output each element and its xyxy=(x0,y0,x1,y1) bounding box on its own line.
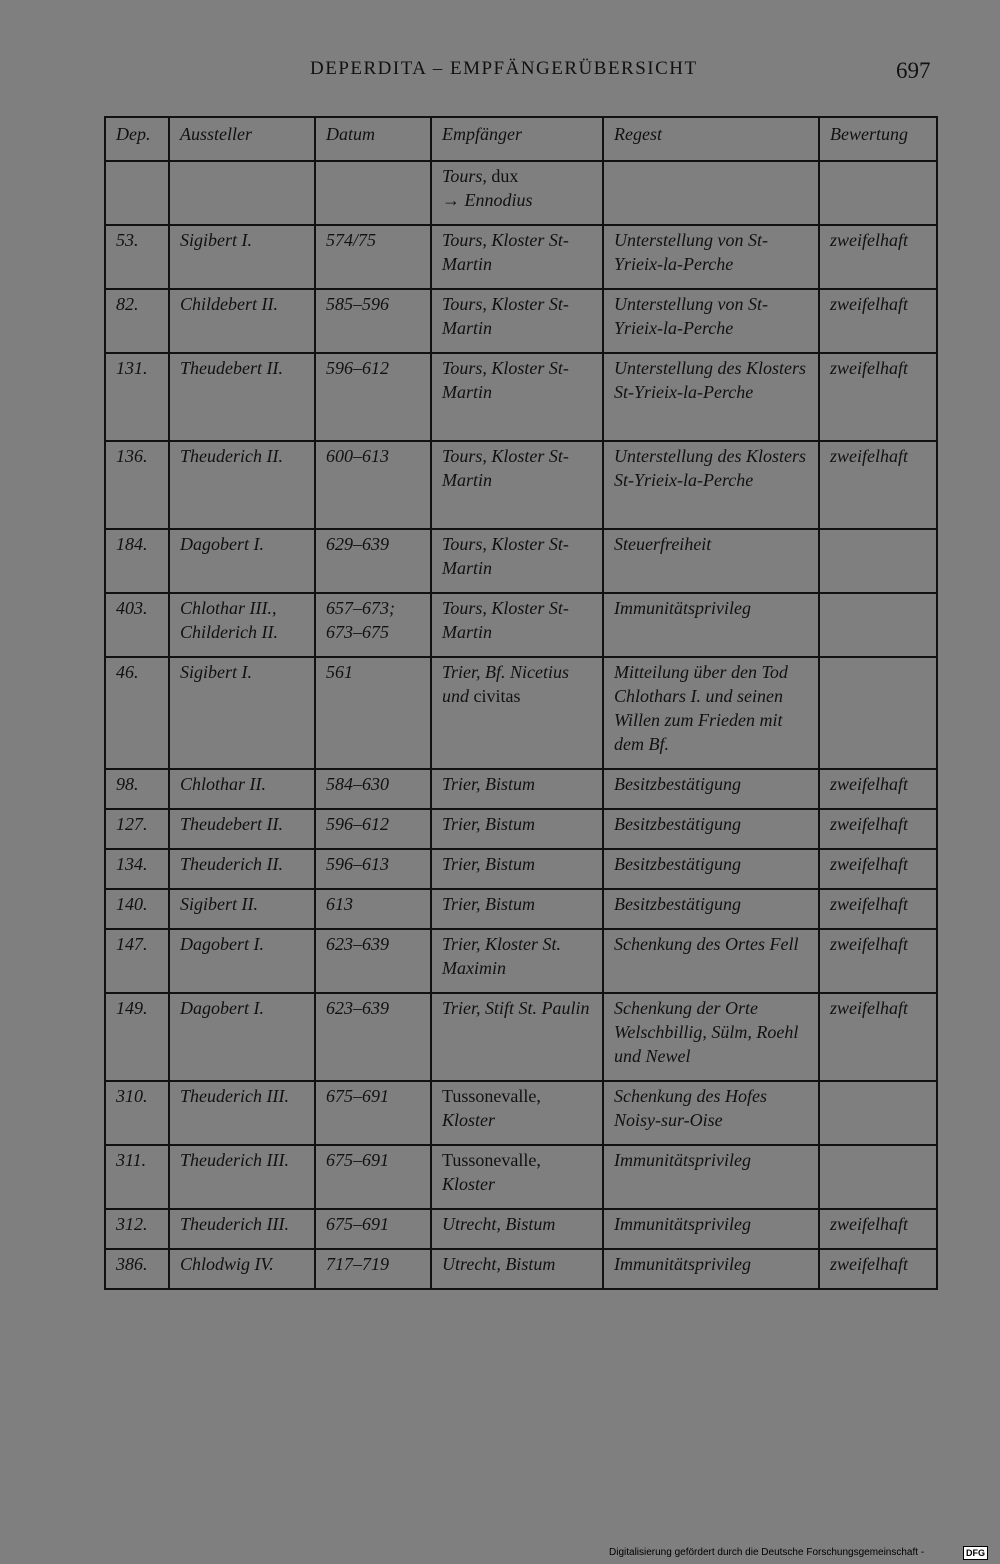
empfaenger-place: Tours, xyxy=(442,166,487,186)
cell-regest: Besitzbestätigung xyxy=(603,769,819,809)
cell-dep: 311. xyxy=(105,1145,169,1209)
cell-aussteller: Theudebert II. xyxy=(169,353,315,441)
cell-datum: 596–612 xyxy=(315,353,431,441)
cell-bewertung xyxy=(819,161,937,225)
column-header-datum: Datum xyxy=(315,117,431,161)
cell-empfaenger: Trier, Bistum xyxy=(431,809,603,849)
cell-empfaenger xyxy=(431,1081,603,1145)
cell-empfaenger: Tours, Kloster St-Martin xyxy=(431,441,603,529)
cell-dep: 312. xyxy=(105,1209,169,1249)
cell-dep: 82. xyxy=(105,289,169,353)
cell-regest xyxy=(603,161,819,225)
cell-bewertung: zweifelhaft xyxy=(819,769,937,809)
cell-regest: Immunitätsprivileg xyxy=(603,1145,819,1209)
table-row xyxy=(105,1145,937,1209)
cell-bewertung: zweifelhaft xyxy=(819,1209,937,1249)
table-row xyxy=(105,657,937,769)
cell-empfaenger: Trier, Bistum xyxy=(431,849,603,889)
table-row xyxy=(105,993,937,1081)
cell-dep: 46. xyxy=(105,657,169,769)
empfaenger-place: Tussonevalle, xyxy=(442,1150,541,1170)
table-row xyxy=(105,889,937,929)
column-header-regest: Regest xyxy=(603,117,819,161)
dfg-logo: DFG xyxy=(963,1546,988,1560)
cell-dep: 403. xyxy=(105,593,169,657)
cell-datum: 629–639 xyxy=(315,529,431,593)
cell-bewertung xyxy=(819,529,937,593)
cell-dep: 134. xyxy=(105,849,169,889)
empfaenger-civitas: civitas xyxy=(469,686,521,706)
cell-regest: Immunitätsprivileg xyxy=(603,1249,819,1289)
empfaenger-place: Tussonevalle, xyxy=(442,1086,541,1106)
cell-datum: 675–691 xyxy=(315,1209,431,1249)
cell-empfaenger: Trier, Stift St. Paulin xyxy=(431,993,603,1081)
cell-datum: 657–673; 673–675 xyxy=(315,593,431,657)
table-row xyxy=(105,1249,937,1289)
cell-bewertung: zweifelhaft xyxy=(819,993,937,1081)
cell-datum: 675–691 xyxy=(315,1081,431,1145)
cell-regest: Immunitätsprivileg xyxy=(603,593,819,657)
cell-aussteller: Chlothar II. xyxy=(169,769,315,809)
cell-regest: Besitzbestätigung xyxy=(603,849,819,889)
cell-datum: 584–630 xyxy=(315,769,431,809)
table-row xyxy=(105,353,937,441)
cell-empfaenger: Utrecht, Bistum xyxy=(431,1209,603,1249)
table-row xyxy=(105,289,937,353)
cell-bewertung: zweifelhaft xyxy=(819,441,937,529)
cell-bewertung xyxy=(819,1145,937,1209)
cell-dep: 310. xyxy=(105,1081,169,1145)
cell-empfaenger: Tours, Kloster St-Martin xyxy=(431,593,603,657)
cell-aussteller xyxy=(169,161,315,225)
cell-dep: 149. xyxy=(105,993,169,1081)
cell-dep: 147. xyxy=(105,929,169,993)
cell-regest: Besitzbestätigung xyxy=(603,889,819,929)
cell-datum: 600–613 xyxy=(315,441,431,529)
cell-aussteller: Theuderich III. xyxy=(169,1209,315,1249)
cell-datum: 717–719 xyxy=(315,1249,431,1289)
recipient-table xyxy=(104,116,938,1290)
cell-dep: 127. xyxy=(105,809,169,849)
cell-regest: Mitteilung über den Tod Chlothars I. und seinen Willen zum Frieden mit dem Bf. xyxy=(603,657,819,769)
cell-dep: 131. xyxy=(105,353,169,441)
cell-empfaenger: Utrecht, Bistum xyxy=(431,1249,603,1289)
table-header-row xyxy=(105,117,937,161)
cross-reference: → Ennodius xyxy=(442,190,533,210)
cell-dep xyxy=(105,161,169,225)
cell-datum: 561 xyxy=(315,657,431,769)
column-header-dep: Dep. xyxy=(105,117,169,161)
cell-datum: 574/75 xyxy=(315,225,431,289)
cell-bewertung: zweifelhaft xyxy=(819,809,937,849)
column-header-aussteller: Aussteller xyxy=(169,117,315,161)
table-row xyxy=(105,441,937,529)
cell-datum: 675–691 xyxy=(315,1145,431,1209)
cell-datum: 585–596 xyxy=(315,289,431,353)
cell-datum: 596–612 xyxy=(315,809,431,849)
table-row xyxy=(105,809,937,849)
table-row xyxy=(105,1209,937,1249)
cell-regest: Unterstellung von St-Yrieix-la-Perche xyxy=(603,289,819,353)
cell-aussteller: Sigibert II. xyxy=(169,889,315,929)
cell-datum: 613 xyxy=(315,889,431,929)
cell-datum: 623–639 xyxy=(315,993,431,1081)
cell-empfaenger: Tours, Kloster St-Martin xyxy=(431,353,603,441)
table-row xyxy=(105,593,937,657)
cell-bewertung: zweifelhaft xyxy=(819,929,937,993)
running-head: DEPERDITA – EMPFÄNGERÜBERSICHT xyxy=(310,58,698,79)
cell-bewertung xyxy=(819,593,937,657)
cell-empfaenger: Trier, Bistum xyxy=(431,769,603,809)
column-header-empfaenger: Empfänger xyxy=(431,117,603,161)
page-number: 697 xyxy=(896,58,931,83)
cell-regest: Unterstellung des Klosters St-Yrieix-la-Perche xyxy=(603,441,819,529)
cell-aussteller: Chlothar III., Childerich II. xyxy=(169,593,315,657)
cell-dep: 140. xyxy=(105,889,169,929)
cell-empfaenger: Tours, Kloster St-Martin xyxy=(431,225,603,289)
cell-aussteller: Theudebert II. xyxy=(169,809,315,849)
table-row xyxy=(105,529,937,593)
cell-aussteller: Sigibert I. xyxy=(169,225,315,289)
cell-aussteller: Dagobert I. xyxy=(169,993,315,1081)
cell-regest: Unterstellung von St-Yrieix-la-Perche xyxy=(603,225,819,289)
cell-regest: Schenkung des Ortes Fell xyxy=(603,929,819,993)
table-row xyxy=(105,849,937,889)
cell-bewertung: zweifelhaft xyxy=(819,353,937,441)
table-row xyxy=(105,161,937,225)
cell-empfaenger: Trier, Bistum xyxy=(431,889,603,929)
cell-empfaenger: Tours, Kloster St-Martin xyxy=(431,529,603,593)
cell-regest: Schenkung der Orte Welschbillig, Sülm, Roehl und Newel xyxy=(603,993,819,1081)
cell-regest: Immunitätsprivileg xyxy=(603,1209,819,1249)
empfaenger-kloster: Kloster xyxy=(442,1110,496,1130)
column-header-bewertung: Bewertung xyxy=(819,117,937,161)
cell-aussteller: Childebert II. xyxy=(169,289,315,353)
cell-aussteller: Dagobert I. xyxy=(169,929,315,993)
cell-aussteller: Dagobert I. xyxy=(169,529,315,593)
table-row xyxy=(105,225,937,289)
cell-dep: 53. xyxy=(105,225,169,289)
cell-datum: 596–613 xyxy=(315,849,431,889)
cell-aussteller: Chlodwig IV. xyxy=(169,1249,315,1289)
cell-aussteller: Theuderich III. xyxy=(169,1081,315,1145)
cell-aussteller: Theuderich II. xyxy=(169,441,315,529)
cell-dep: 98. xyxy=(105,769,169,809)
table-row xyxy=(105,929,937,993)
empfaenger-place: Trier, Bf. Nicetius und xyxy=(442,662,570,706)
cell-bewertung: zweifelhaft xyxy=(819,289,937,353)
cell-regest: Steuerfreiheit xyxy=(603,529,819,593)
table-row xyxy=(105,1081,937,1145)
cell-regest: Schenkung des Hofes Noisy-sur-Oise xyxy=(603,1081,819,1145)
cell-empfaenger: Tours, Kloster St-Martin xyxy=(431,289,603,353)
cell-empfaenger xyxy=(431,1145,603,1209)
cell-empfaenger xyxy=(431,657,603,769)
cell-bewertung: zweifelhaft xyxy=(819,225,937,289)
cell-empfaenger xyxy=(431,161,603,225)
table-row xyxy=(105,769,937,809)
empfaenger-kloster: Kloster xyxy=(442,1174,496,1194)
cell-bewertung: zweifelhaft xyxy=(819,1249,937,1289)
cell-regest: Besitzbestätigung xyxy=(603,809,819,849)
cell-empfaenger: Trier, Kloster St. Maximin xyxy=(431,929,603,993)
cell-dep: 136. xyxy=(105,441,169,529)
cell-bewertung xyxy=(819,1081,937,1145)
cell-bewertung: zweifelhaft xyxy=(819,849,937,889)
cell-datum xyxy=(315,161,431,225)
cell-aussteller: Theuderich II. xyxy=(169,849,315,889)
cell-datum: 623–639 xyxy=(315,929,431,993)
cell-bewertung xyxy=(819,657,937,769)
cell-dep: 386. xyxy=(105,1249,169,1289)
digitization-credit: Digitalisierung gefördert durch die Deutsche Forschungsgemeinschaft - xyxy=(609,1547,925,1558)
cell-bewertung: zweifelhaft xyxy=(819,889,937,929)
cell-aussteller: Sigibert I. xyxy=(169,657,315,769)
cell-dep: 184. xyxy=(105,529,169,593)
cell-aussteller: Theuderich III. xyxy=(169,1145,315,1209)
cell-regest: Unterstellung des Klosters St-Yrieix-la-Perche xyxy=(603,353,819,441)
empfaenger-title: dux xyxy=(486,166,519,186)
